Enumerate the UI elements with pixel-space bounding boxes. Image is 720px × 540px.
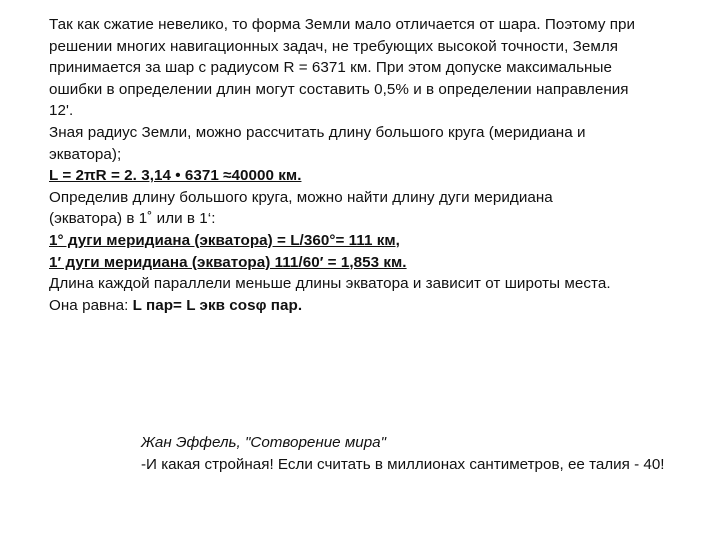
formula-degree-line <box>49 230 689 252</box>
epigraph-quote <box>141 432 711 475</box>
formula-parallel: L пар= L экв cosφ пар. <box>132 296 303 314</box>
main-text-block <box>49 14 689 316</box>
paragraph1-line: 12'. <box>49 102 74 120</box>
paragraph1-line: решении многих навигационных задач, не требующих высокой точности, Земля <box>49 37 619 55</box>
paragraph2-line: экватора); <box>49 145 122 163</box>
formula-circle-line <box>49 165 689 187</box>
formula-minute-line <box>49 252 689 274</box>
paragraph3-line: Определив длину большого круга, можно найти длину дуги меридиана <box>49 188 553 206</box>
paragraph4-lead: Она равна: <box>49 296 133 314</box>
paragraph3-line: (экватора) в 1˚ или в 1‘: <box>49 210 216 228</box>
quote-text: -И какая стройная! Если считать в миллионах сантиметров, ее талия - 40! <box>141 455 665 473</box>
paragraph4-line: Длина каждой параллели меньше длины экватора и зависит от широты места. <box>49 275 611 293</box>
paragraph4-line-with-formula <box>49 295 689 317</box>
paragraph1-line: ошибки в определении длин могут составить 0,5% и в определении направления <box>49 80 629 98</box>
formula-minute: 1′ дуги меридиана (экватора) 111/60′ = 1,853 км. <box>49 253 407 271</box>
formula-degree: 1° дуги меридиана (экватора) = L/360°= 111 км, <box>49 231 400 249</box>
paragraph1-line: принимается за шар с радиусом R = 6371 км. При этом допуске максимальные <box>49 59 612 77</box>
quote-attribution: Жан Эффель, "Сотворение мира" <box>141 434 386 451</box>
paragraph1-line: Так как сжатие невелико, то форма Земли мало отличается от шара. Поэтому при <box>49 16 636 33</box>
paragraph2-line: Зная радиус Земли, можно рассчитать длину большого круга (меридиана и <box>49 123 586 141</box>
formula-circle: L = 2πR = 2. 3,14 • 6371 ≈40000 км. <box>49 167 302 185</box>
